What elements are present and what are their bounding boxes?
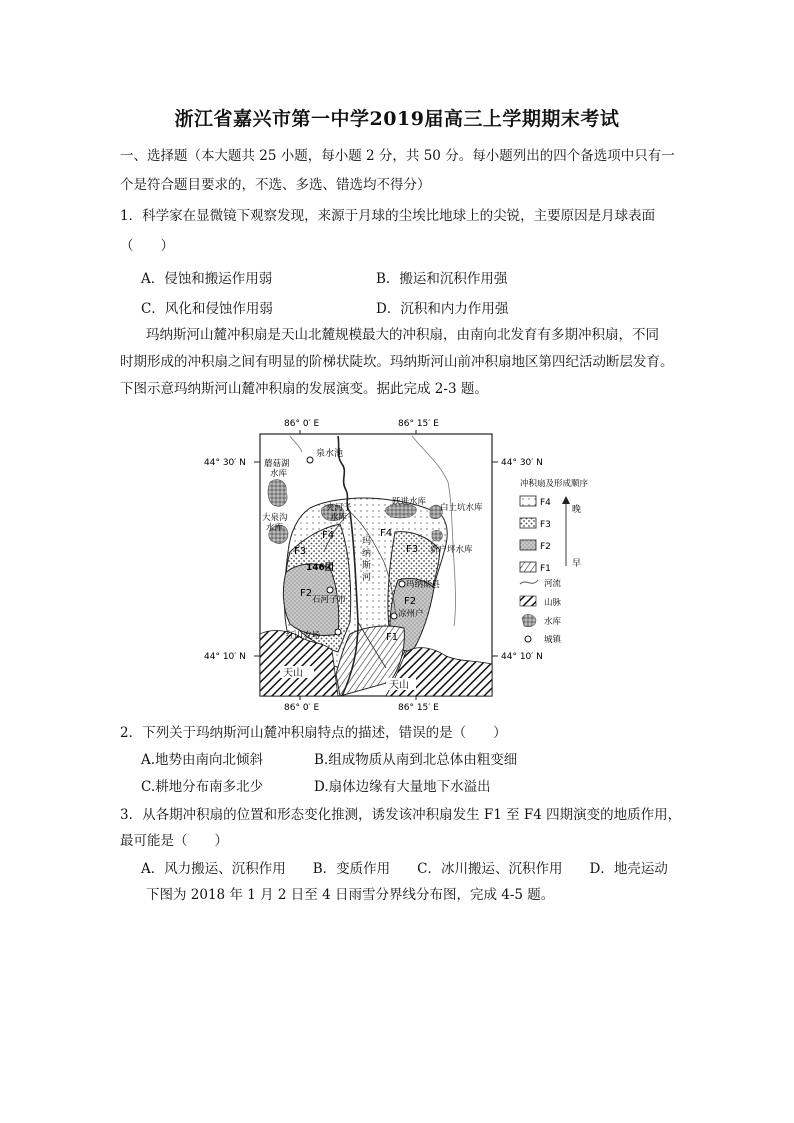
label-quanshuichi: 泉水池 <box>316 449 344 459</box>
town-liangzhouhu <box>391 613 397 619</box>
legend-river: 河流 <box>544 579 562 589</box>
label-hongshan: 红山农场 <box>286 631 321 641</box>
q2-option-a: A.地势由南向北倾斜 <box>141 752 264 768</box>
label-river-char-2: 纳 <box>362 549 372 559</box>
legend-reservoir-symbol <box>522 614 536 626</box>
legend-f2: F2 <box>540 542 551 552</box>
q2-option-c: C.耕地分布南多北少 <box>141 779 264 795</box>
q1-stem-line-2: （ ） <box>120 238 174 254</box>
label-yuejin: 跃进水库 <box>392 497 427 507</box>
q3-stem-line-2: 最可能是（ ） <box>120 833 228 849</box>
q3-stem-line-1: 3．从各期冲积扇的位置和形态变化推测，诱发该冲积扇发生 F1 至 F4 四期演变的地质作用， <box>120 807 682 823</box>
legend-late: 晚 <box>572 505 582 515</box>
passage-line-2: 时期形成的冲积扇之间有明显的阶梯状陡坎。玛纳斯河山前冲积扇地区第四纪活动断层发育。 <box>120 354 674 370</box>
label-146tuan: 146团 <box>306 563 334 573</box>
label-shihezi: 石河子市 <box>312 595 347 605</box>
label-liangzhouhu: 凉州户 <box>398 609 424 619</box>
town-quanshuichi <box>307 457 313 463</box>
legend-mountain-symbol <box>520 596 536 606</box>
label-river-char-1: 玛 <box>362 537 372 547</box>
fan-label-f1: F1 <box>386 632 399 643</box>
legend-early: 早 <box>572 559 582 569</box>
lat-bottom-right: 44° 10′ N <box>501 652 543 662</box>
label-daquangou-2: 水库 <box>266 523 284 533</box>
label-river-char-3: 斯 <box>362 561 372 571</box>
legend-f1: F1 <box>540 564 551 574</box>
q2-option-b: B.组成物质从南到北总体由粗变细 <box>314 752 518 768</box>
q2-option-d: D.扇体边缘有大量地下水溢出 <box>314 779 491 795</box>
map-legend <box>520 478 589 645</box>
town-hongshan <box>335 629 341 635</box>
fan-label-f4-right: F4 <box>380 528 393 539</box>
label-jiahezi-2: 水库 <box>330 513 348 523</box>
legend-town: 城镇 <box>544 635 562 645</box>
q1-option-d: D．沉积和内力作用强 <box>376 301 509 317</box>
fan-label-f3-left: F3 <box>294 546 307 557</box>
label-baitukeng: 白土坑水库 <box>440 503 483 513</box>
lat-bottom-left: 44° 10′ N <box>204 652 246 662</box>
legend-reservoir: 水库 <box>544 617 562 627</box>
alluvial-fan-map <box>190 412 620 712</box>
legend-river-symbol <box>520 580 538 584</box>
legend-mountain: 山脉 <box>544 598 562 608</box>
label-river-char-4: 河 <box>362 573 372 583</box>
label-manasi-county: 玛纳斯县 <box>406 580 441 590</box>
page-title: 浙江省嘉兴市第一中学2019届高三上学期期末考试 <box>174 108 620 130</box>
label-jiahezi-1: 夹河子 <box>326 503 352 513</box>
q1-stem-line-1: 1．科学家在显微镜下观察发现，来源于月球的尘埃比地球上的尖锐，主要原因是月球表面 <box>120 208 656 224</box>
legend-f3: F3 <box>540 520 551 530</box>
town-manasi <box>399 581 405 587</box>
q2-stem: 2．下列关于玛纳斯河山麓冲积扇特点的描述，错误的是（ ） <box>120 725 507 741</box>
q1-option-b: B．搬运和沉积作用强 <box>376 271 508 287</box>
lon-bottom-right: 86° 15′ E <box>398 703 439 712</box>
label-tianshan-left: 天山 <box>283 668 303 679</box>
legend-title: 冲积扇及形成顺序 <box>520 479 589 489</box>
fan-label-f4-left: F4 <box>322 530 335 541</box>
q3-options: A．风力搬运、沉积作用 B．变质作用 C．冰川搬运、沉积作用 D．地壳运动 <box>141 861 668 877</box>
lon-top-left: 86° 0′ E <box>284 419 320 429</box>
legend-f4: F4 <box>540 498 551 508</box>
lat-top-right: 44° 30′ N <box>501 458 543 468</box>
q45-intro: 下图为 2018 年 1 月 2 日至 4 日雨雪分界线分布图，完成 4-5 题。 <box>146 887 555 903</box>
town-shihezi <box>327 587 333 593</box>
q1-option-a: A．侵蚀和搬运作用弱 <box>141 271 273 287</box>
lon-top-right: 86° 15′ E <box>398 419 439 429</box>
fan-label-f2-left: F2 <box>300 588 313 599</box>
section-intro-line-1: 一、选择题（本大题共 25 小题，每小题 2 分，共 50 分。每小题列出的四个备选项中只有一 <box>120 148 675 164</box>
label-moguhu-1: 蘑菇湖 <box>264 459 290 469</box>
label-daquangou-1: 大泉沟 <box>262 513 288 523</box>
passage-line-3: 下图示意玛纳斯河山麓冲积扇的发展演变。据此完成 2-3 题。 <box>120 381 488 397</box>
fan-label-f3-right: F3 <box>406 544 419 555</box>
section-intro-line-2: 个是符合题目要求的，不选、多选、错选均不得分） <box>120 177 431 193</box>
lon-bottom-left: 86° 0′ E <box>284 703 320 712</box>
label-tianshan-right: 天山 <box>389 680 409 691</box>
reservoir-xinhuping <box>432 530 442 541</box>
legend-town-symbol <box>525 636 531 642</box>
label-xinhuping: 新户坪水库 <box>430 545 473 555</box>
passage-line-1: 玛纳斯河山麓冲积扇是天山北麓规模最大的冲积扇，由南向北发育有多期冲积扇，不同 <box>146 327 659 343</box>
map-svg <box>190 412 620 712</box>
reservoir-moguhu <box>268 480 287 507</box>
q1-option-c: C．风化和侵蚀作用弱 <box>141 301 273 317</box>
label-moguhu-2: 水库 <box>270 469 288 479</box>
lat-top-left: 44° 30′ N <box>204 458 246 468</box>
fan-label-f2-right: F2 <box>404 596 417 607</box>
